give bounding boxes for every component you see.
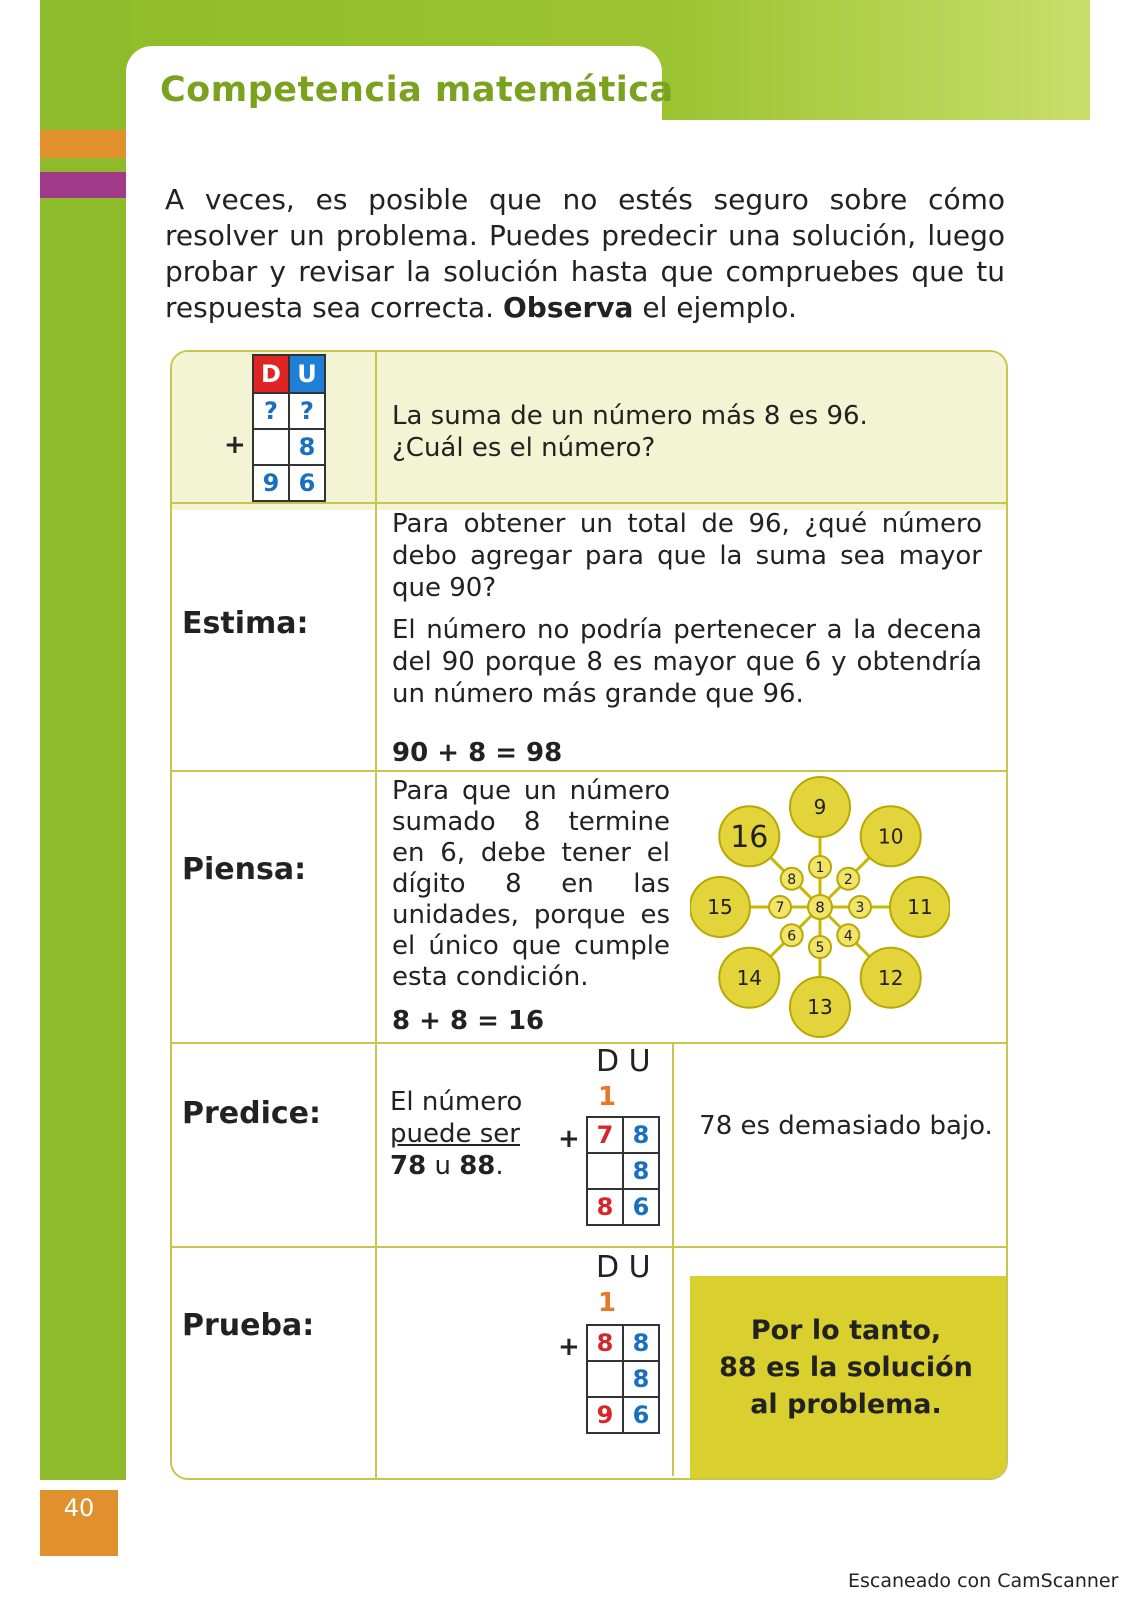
row-divider — [172, 1246, 1006, 1248]
svg-text:8: 8 — [815, 898, 825, 917]
grid-cell: 8 — [622, 1116, 660, 1154]
svg-text:4: 4 — [843, 928, 853, 945]
estima-equation: 90 + 8 = 98 — [392, 738, 563, 768]
intro-bold-word: Observa — [502, 291, 634, 324]
column-divider — [375, 352, 377, 1478]
grid-cell: 7 — [586, 1116, 624, 1154]
strategy-table — [170, 350, 1008, 1480]
carry-digit: 1 — [598, 1082, 617, 1112]
flower-inner-number — [781, 868, 803, 890]
plus-sign: + — [558, 1332, 580, 1362]
intro-text: A veces, es posible que no estés seguro sobre cómo resolver un problema. Puedes predecir una solución, luego probar y revisar la solución hasta que compruebes que tu respuesta sea correcta. — [165, 183, 1005, 324]
row-divider — [172, 1042, 1006, 1044]
orange-tab-decoration — [40, 130, 126, 158]
predice-text-underlined: puede ser — [390, 1119, 520, 1149]
page-number: 40 — [63, 1494, 95, 1522]
svg-text:3: 3 — [855, 900, 865, 917]
grid-cell: 9 — [252, 464, 290, 502]
result-column-divider — [672, 1042, 674, 1476]
plus-sign: + — [224, 430, 246, 460]
intro-paragraph — [165, 182, 1005, 326]
svg-text:1: 1 — [815, 860, 825, 877]
flower-outer-number — [890, 877, 950, 937]
piensa-equation: 8 + 8 = 16 — [392, 1006, 545, 1036]
flower-outer-number — [861, 806, 921, 866]
predice-label: Predice: — [182, 1096, 322, 1131]
scanner-watermark: Escaneado con CamScanner — [848, 1570, 1119, 1592]
flower-inner-number — [769, 896, 791, 918]
svg-text:13: 13 — [807, 995, 833, 1020]
grid-header-d: D — [252, 354, 290, 394]
predice-text-line: El número — [390, 1087, 523, 1117]
grid-cell-empty — [252, 428, 290, 466]
flower-outer-number — [790, 977, 850, 1037]
estima-question: Para obtener un total de 96, ¿qué número debo agregar para que la suma sea mayor que 90? — [392, 509, 982, 603]
candidate-88: 88 — [459, 1151, 496, 1181]
prueba-label: Prueba: — [182, 1308, 315, 1343]
conclusion-line: al problema. — [750, 1389, 942, 1420]
grid-cell: 8 — [622, 1324, 660, 1362]
svg-text:9: 9 — [813, 795, 827, 820]
row-divider — [172, 502, 1006, 504]
left-green-strip — [40, 0, 132, 1480]
grid-cell: 9 — [586, 1396, 624, 1434]
svg-text:12: 12 — [877, 965, 904, 990]
piensa-label: Piensa: — [182, 852, 307, 887]
grid-cell: ? — [288, 392, 326, 430]
flower-outer-number — [719, 806, 779, 866]
svg-text:10: 10 — [877, 824, 904, 849]
svg-text:6: 6 — [787, 928, 797, 945]
flower-outer-number — [790, 777, 850, 837]
predice-text — [390, 1086, 570, 1182]
grid-cell: 6 — [622, 1396, 660, 1434]
svg-text:7: 7 — [775, 900, 785, 917]
problem-line: La suma de un número más 8 es 96. — [392, 401, 868, 431]
grid-cell: ? — [252, 392, 290, 430]
grid-cell: 8 — [586, 1188, 624, 1226]
number-flower-diagram — [690, 776, 950, 1038]
svg-text:14: 14 — [736, 965, 763, 990]
conclusion-line: 88 es la solución — [719, 1352, 973, 1383]
flower-outer-number — [719, 948, 779, 1008]
estima-label: Estima: — [182, 606, 309, 641]
flower-inner-number — [809, 936, 831, 958]
svg-text:16: 16 — [730, 820, 769, 856]
candidate-78: 78 — [390, 1151, 427, 1181]
flower-inner-number — [837, 924, 859, 946]
place-value-header: D U — [596, 1250, 651, 1285]
candidate-connector: u — [426, 1151, 460, 1181]
prueba-conclusion — [696, 1312, 996, 1423]
grid-cell: 8 — [288, 428, 326, 466]
grid-cell: 8 — [622, 1360, 660, 1398]
grid-cell: 8 — [586, 1324, 624, 1362]
flower-inner-number — [809, 856, 831, 878]
flower-inner-number — [849, 896, 871, 918]
grid-cell: 6 — [288, 464, 326, 502]
estima-explanation: El número no podría pertenecer a la decena del 90 porque 8 es mayor que 6 y obtendría un número más grande que 96. — [392, 615, 982, 709]
predice-result: 78 es demasiado bajo. — [699, 1111, 993, 1141]
purple-tab-decoration — [40, 172, 126, 198]
flower-outer-number — [861, 948, 921, 1008]
flower-inner-number — [781, 924, 803, 946]
grid-cell: 8 — [622, 1152, 660, 1190]
problem-question: ¿Cuál es el número? — [392, 433, 656, 463]
grid-cell-empty — [586, 1152, 624, 1190]
svg-text:8: 8 — [787, 871, 797, 888]
flower-outer-number — [690, 877, 750, 937]
flower-inner-number — [837, 868, 859, 890]
problem-statement — [392, 400, 982, 464]
carry-digit: 1 — [598, 1288, 617, 1318]
svg-text:15: 15 — [707, 895, 733, 920]
grid-cell-empty — [586, 1360, 624, 1398]
plus-sign: + — [558, 1124, 580, 1154]
svg-text:5: 5 — [815, 940, 825, 957]
flower-center-number — [808, 895, 832, 919]
svg-text:11: 11 — [907, 895, 933, 920]
intro-text-end: el ejemplo. — [633, 291, 797, 324]
place-value-header: D U — [596, 1044, 651, 1079]
grid-cell: 6 — [622, 1188, 660, 1226]
row-divider — [172, 770, 1006, 772]
candidate-period: . — [495, 1151, 504, 1181]
svg-text:2: 2 — [843, 871, 853, 888]
predice-candidates — [390, 1150, 570, 1182]
piensa-text: Para que un número sumado 8 termine en 6, debe tener el dígito 8 en las unidades, porque es el único que cumple esta condición. — [392, 776, 670, 992]
grid-header-u: U — [288, 354, 326, 394]
page-title: Competencia matemática — [160, 70, 674, 110]
conclusion-line: Por lo tanto, — [750, 1315, 942, 1346]
